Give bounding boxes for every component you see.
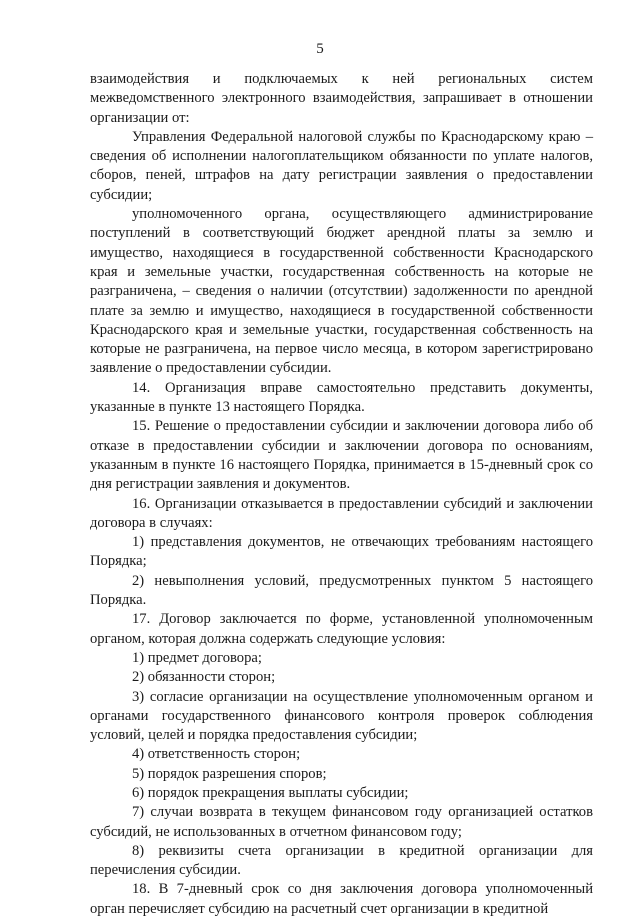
clause-17-item-8: 8) реквизиты счета организации в кредитной организации для перечисления субсидии.	[90, 842, 593, 879]
paragraph-authorized-body: уполномоченного органа, осуществляющего администрирование поступлений в соответствующий бюджет арендной платы за землю и имущество, находящиеся в государственной собственности Краснодарского края и земельные участки, государственная собственность на которые не разграничена, – сведения о наличии (отсутствии) задолженности по арендной плате за землю и имущество, находящиеся в государственной собственности Краснодарского края и земельные участки, государственная собственность на которые не разграничена, на первое число месяца, в котором зарегистрировано заявление о предоставлении субсидии.	[90, 206, 593, 377]
clause-16-item-2: 2) невыполнения условий, предусмотренных пунктом 5 настоящего Порядка.	[90, 572, 593, 609]
clause-16: 16. Организации отказывается в предоставлении субсидий и заключении договора в случаях:	[90, 495, 593, 531]
paragraph-tax-service: Управления Федеральной налоговой службы по Краснодарскому краю – сведения об исполнении налогоплательщиком обязанности по уплате налогов, сборов, пеней, штрафов на дату регистрации заявления о предоставлении субсидии;	[90, 128, 593, 203]
clause-17-item-2: 2) обязанности сторон;	[132, 669, 276, 686]
clause-17-item-6: 6) порядок прекращения выплаты субсидии;	[132, 784, 409, 801]
clause-17-item-7: 7) случаи возврата в текущем финансовом году организацией остатков субсидий, не использованных в отчетном финансовом году;	[90, 804, 593, 840]
clause-14: 14. Организация вправе самостоятельно представить документы, указанные в пункте 13 настоящего Порядка.	[90, 379, 593, 416]
clause-17-item-4: 4) ответственность сторон;	[132, 746, 301, 763]
clause-18: 18. В 7-дневный срок со дня заключения договора уполномоченный орган перечисляет субсидию на расчетный счет организации в кредитной	[90, 881, 593, 917]
clause-17-item-1: 1) предмет договора;	[132, 649, 262, 666]
paragraph-continuation: взаимодействия и подключаемых к ней региональных систем межведомственного электронного взаимодействия, запрашивает в отношении организации от:	[90, 71, 593, 126]
document-body	[90, 70, 593, 919]
clause-17-item-3: 3) согласие организации на осуществление уполномоченным органом и органами государственного финансового контроля проверок соблюдения условий, целей и порядка предоставления субсидии;	[90, 688, 593, 744]
clause-16-item-1: 1) представления документов, не отвечающих требованиям настоящего Порядка;	[90, 534, 593, 570]
clause-17-item-5: 5) порядок разрешения споров;	[132, 765, 327, 782]
clause-17: 17. Договор заключается по форме, установленной уполномоченным органом, которая должна содержать следующие условия:	[90, 611, 593, 647]
page-number: 5	[316, 41, 324, 57]
clause-15: 15. Решение о предоставлении субсидии и заключении договора либо об отказе в предоставлении субсидии и заключении договора по основаниям, указанным в пункте 16 настоящего Порядка, принимается в 15-дневный срок со дня регистрации заявления и документов.	[90, 418, 593, 493]
